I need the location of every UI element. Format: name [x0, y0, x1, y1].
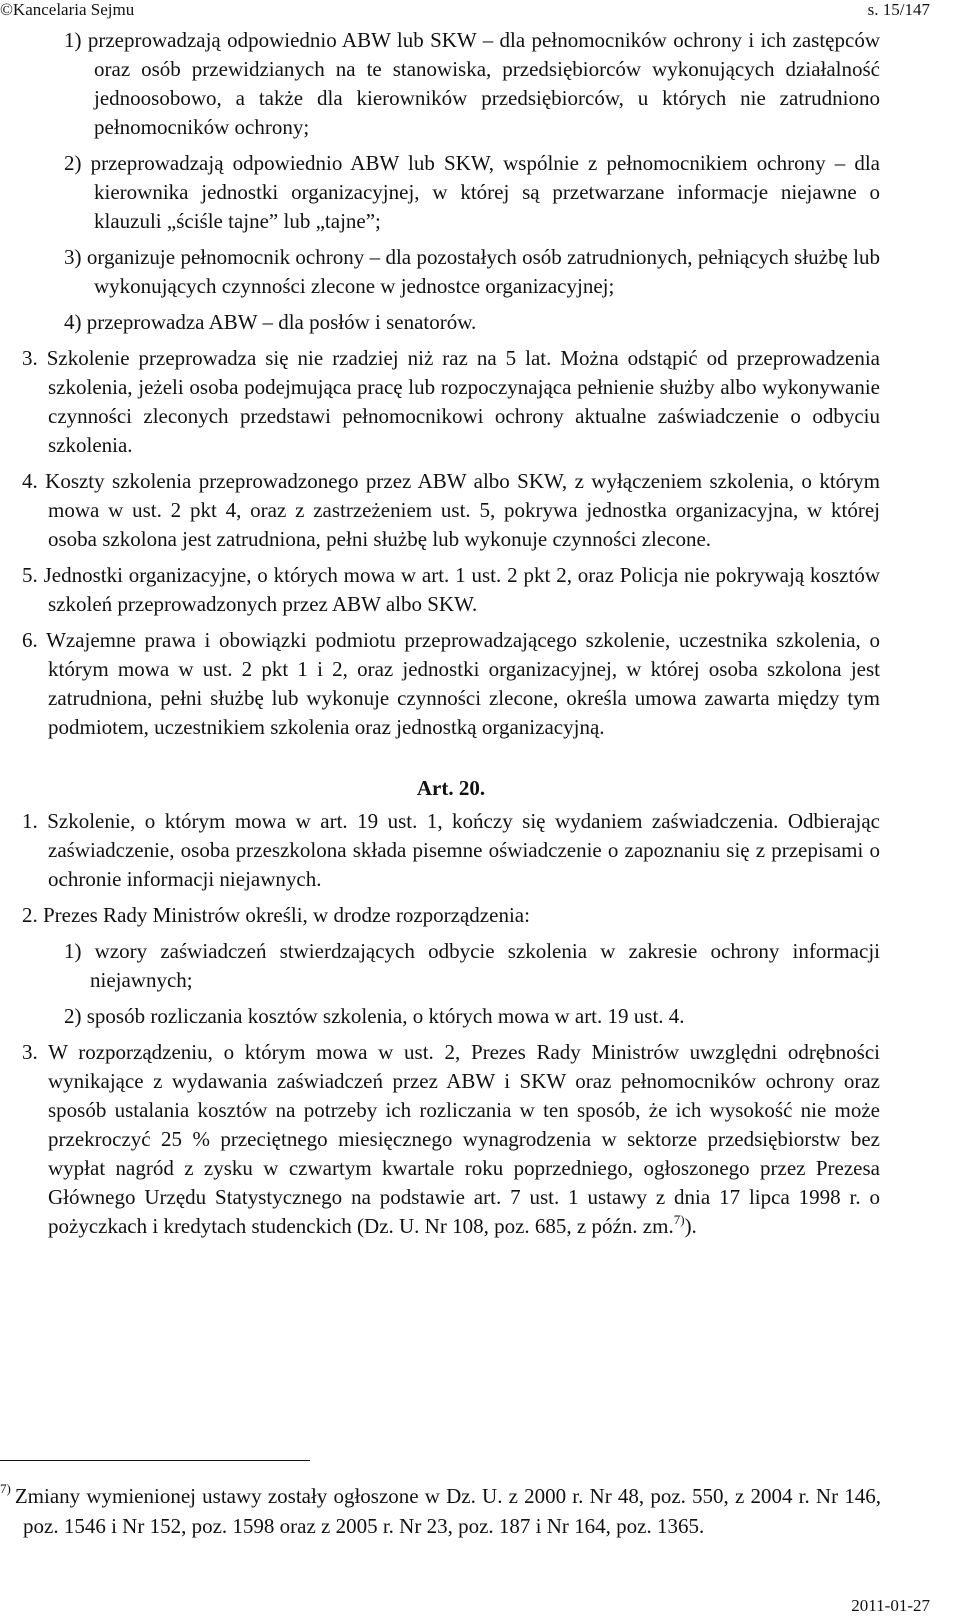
- paragraph-6: 6. Wzajemne prawa i obowiązki podmiotu przeprowadzającego szkolenie, uczestnika szkolenia, o którym mowa w ust. 2 pkt 1 i 2, oraz jednostki organizacyjnej, w której osoba szkolona jest zatrudniona, pełni służbę lub wykonuje czynności zlecone, określa umowa zawarta między tym podmiotem, uczestnikiem szkolenia oraz jednostką organizacyjną.: [22, 628, 880, 739]
- article-paragraph-3-text: 3. W rozporządzeniu, o którym mowa w ust. 2, Prezes Rady Ministrów uwzględni odrębności wynikające z wydawania zaświadczeń przez ABW i SKW oraz pełnomocników ochrony oraz sposób ustalania kosztów na potrzeby ich rozliczania w ten sposób, że ich wysokość nie może przekroczyć 25 % przeciętnego miesięcznego wynagrodzenia w sektorze przedsiębiorstw bez wypłat nagród z zysku w czwartym kwartale roku poprzedniego, ogłoszonego przez Prezesa Głównego Urzędu Statystycznego na podstawie art. 7 ust. 1 ustawy z dnia 17 lipca 1998 r. o pożyczkach i kredytach studenckich (Dz. U. Nr 108, poz. 685, z późn. zm.: [22, 1040, 880, 1238]
- article-paragraph-2: 2. Prezes Rady Ministrów określi, w drodze rozporządzenia:: [22, 903, 530, 927]
- footnote-mark: 7): [0, 1481, 11, 1496]
- footnote-body: [0, 1474, 881, 1541]
- article-title: Art. 20.: [416, 776, 486, 800]
- footnote-divider: [0, 1460, 310, 1461]
- copyright-header: ©Kancelaria Sejmu: [0, 0, 135, 19]
- article-paragraph-1: 1. Szkolenie, o którym mowa w art. 19 ust. 1, kończy się wydaniem zaświadczenia. Odbierając zaświadczenie, osoba przeszkolona składa pisemne oświadczenie o zapoznaniu się z przepisami o ochronie informacji niejawnych.: [22, 809, 880, 891]
- footnote-text: Zmiany wymienionej ustawy zostały ogłoszone w Dz. U. z 2000 r. Nr 48, poz. 550, z 2004 r. Nr 146, poz. 1546 i Nr 152, poz. 1598 oraz z 2005 r. Nr 23, poz. 187 i Nr 164, poz. 1365.: [14, 1484, 881, 1538]
- list-item-3: 3) organizuje pełnomocnik ochrony – dla pozostałych osób zatrudnionych, pełniących służbę lub wykonujących czynności zlecone w jednostce organizacyjnej;: [64, 245, 880, 298]
- paragraph-5: 5. Jednostki organizacyjne, o których mowa w art. 1 ust. 2 pkt 2, oraz Policja nie pokrywają kosztów szkoleń przeprowadzonych przez ABW albo SKW.: [22, 563, 880, 616]
- list-item-1: 1) przeprowadzają odpowiednio ABW lub SKW – dla pełnomocników ochrony i ich zastępców oraz osób przewidzianych na te stanowiska, przedsiębiorców wykonujących działalność jednoosobowo, a także dla kierowników przedsiębiorców, u których nie zatrudniono pełnomocników ochrony;: [64, 28, 880, 139]
- document-date: 2011-01-27: [851, 1596, 930, 1615]
- footnote: [0, 1474, 880, 1541]
- article-paragraph-3-end: ).: [684, 1214, 697, 1238]
- list-item-4: 4) przeprowadza ABW – dla posłów i senatorów.: [64, 310, 477, 334]
- article-list-item-2: 2) sposób rozliczania kosztów szkolenia, o których mowa w art. 19 ust. 4.: [64, 1004, 685, 1028]
- paragraph-4: 4. Koszty szkolenia przeprowadzonego przez ABW albo SKW, z wyłączeniem szkolenia, o którym mowa w ust. 2 pkt 4, oraz z zastrzeżeniem ust. 5, pokrywa jednostka organizacyjna, w której osoba szkolona jest zatrudniona, pełni służbę lub wykonuje czynności zlecone.: [22, 469, 880, 551]
- page-number: s. 15/147: [867, 0, 930, 19]
- list-item-2: 2) przeprowadzają odpowiednio ABW lub SKW, wspólnie z pełnomocnikiem ochrony – dla kierownika jednostki organizacyjnej, w której są przetwarzane informacje niejawne o klauzuli „ściśle tajne” lub „tajne”;: [64, 151, 880, 233]
- paragraph-3: 3. Szkolenie przeprowadza się nie rzadziej niż raz na 5 lat. Można odstąpić od przeprowadzenia szkolenia, jeżeli osoba podejmująca pracę lub rozpoczynająca pełnienie służby albo wykonywanie czynności zleconych przedstawi pełnomocnikowi ochrony aktualne zaświadczenie o odbyciu szkolenia.: [22, 346, 880, 457]
- article-paragraph-3: [22, 1038, 880, 1241]
- article-list-item-1: 1) wzory zaświadczeń stwierdzających odbycie szkolenia w zakresie ochrony informacji niejawnych;: [64, 939, 880, 992]
- document-body: [22, 26, 880, 1248]
- footnote-reference[interactable]: 7): [673, 1212, 685, 1227]
